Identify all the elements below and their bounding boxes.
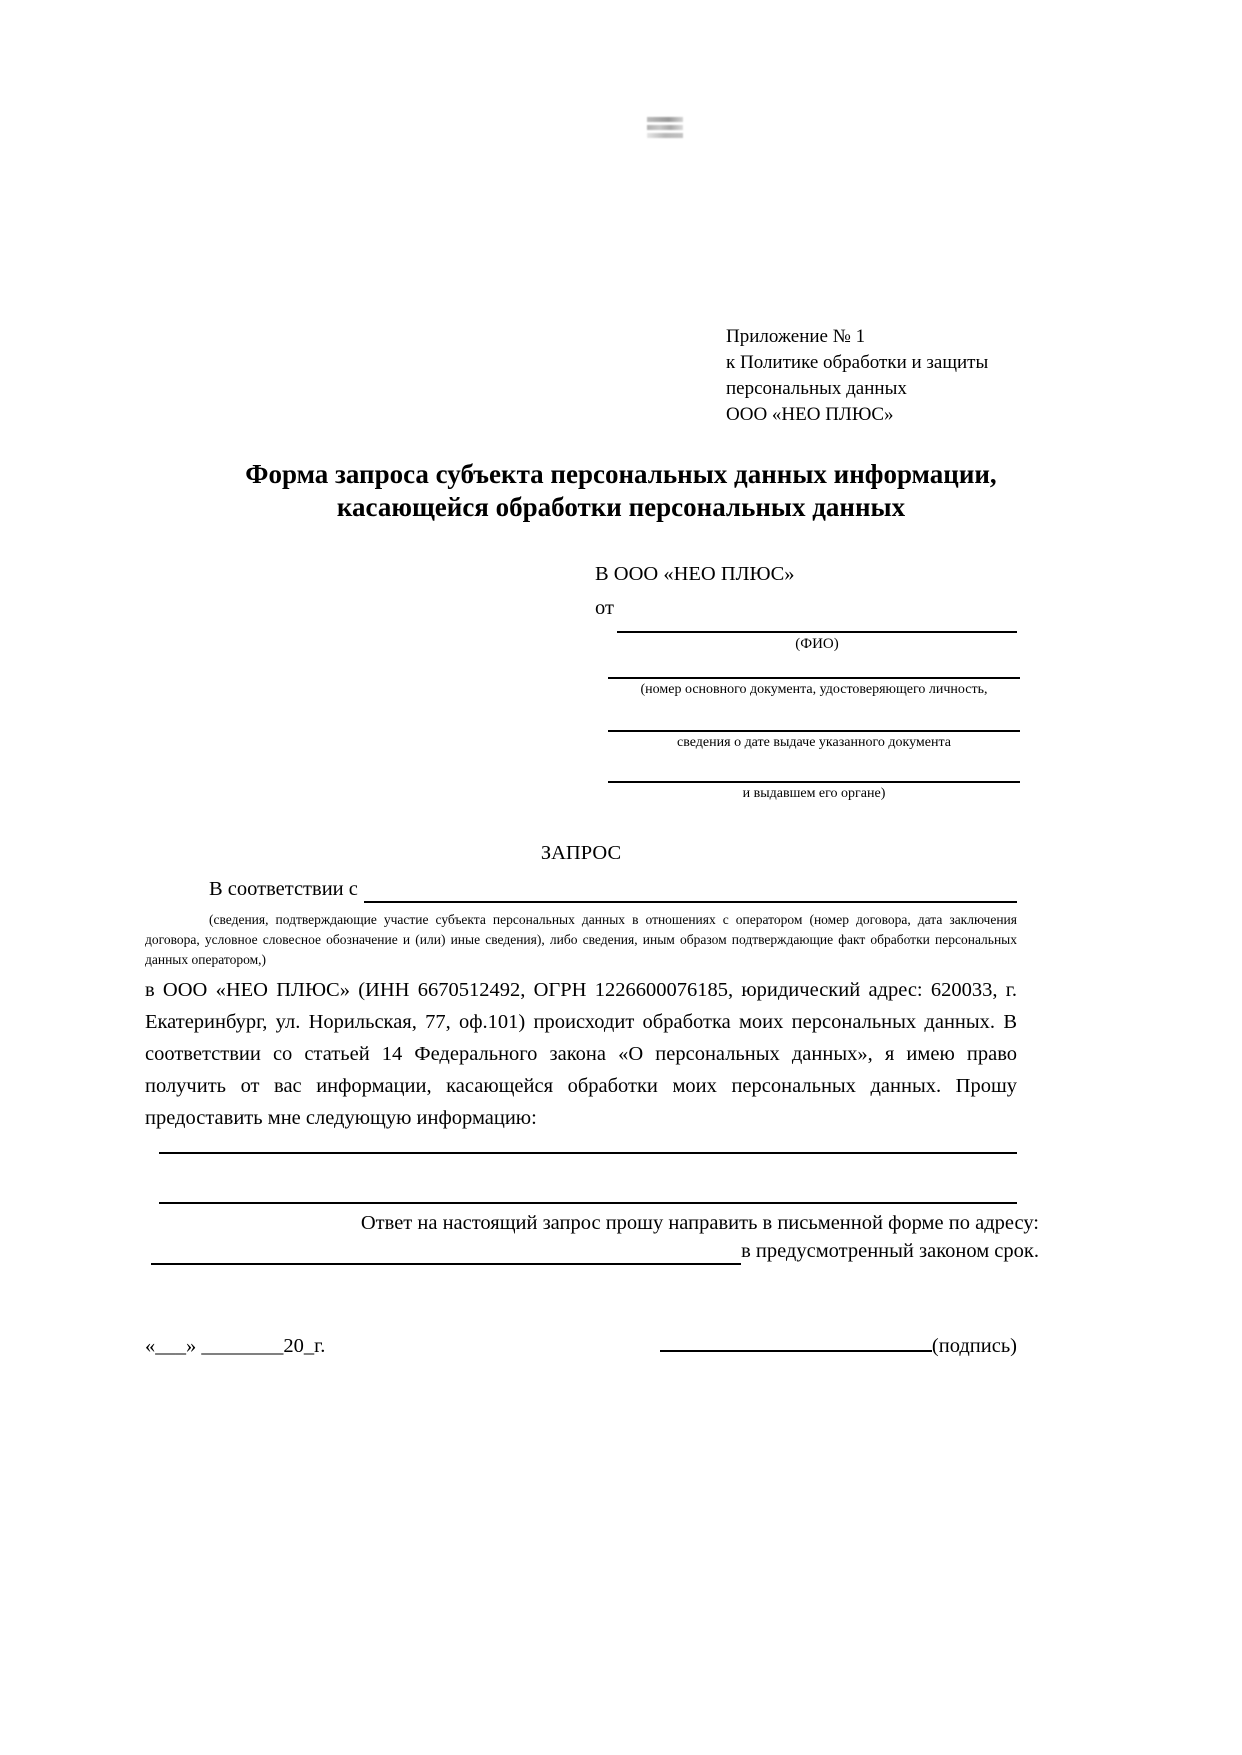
basis-line [145, 878, 1017, 908]
fio-field [595, 631, 1025, 655]
fio-input-line[interactable] [617, 631, 1017, 633]
signature-input-line[interactable] [660, 1328, 932, 1352]
document-number-input-line[interactable] [608, 677, 1020, 679]
issue-date-caption: сведения о дате выдаче указанного документа [677, 734, 951, 750]
issuing-authority-field [595, 781, 1025, 803]
logo-stripe [647, 125, 683, 130]
logo-stripe [647, 117, 683, 122]
document-title-line-2: касающейся обработки персональных данных [336, 492, 906, 522]
addressee-block [595, 560, 1025, 803]
fine-print-note: (сведения, подтверждающие участие субъекта персональных данных в отношениях с оператором (номер договора, дата заключения договора, условное словесное обозначение и (или) иные сведения), либо сведения, иным образом подтверждающие факт обработки персональных данных оператором,) [145, 912, 1017, 967]
appendix-note-line-3: персональных данных [726, 378, 907, 399]
document-number-caption: (номер основного документа, удостоверяющего личность, [640, 681, 988, 697]
document-title [0, 458, 1242, 524]
request-heading: ЗАПРОС [540, 842, 622, 864]
info-input-line-2[interactable] [159, 1202, 1017, 1204]
logo-stripe [647, 133, 683, 138]
appendix-note [726, 324, 988, 428]
request-body: в ООО «НЕО ПЛЮС» (ИНН 6670512492, ОГРН 1226600076185, юридический адрес: 620033, г. Екатеринбург, ул. Норильская, 77, оф.101) происходит обработка моих персональных данных. В соответствии со статьей 14 Федерального закона «О персональных данных», я имею право получить от вас информации, касающейся обработки моих персональных данных. Прошу предоставить мне следующую информацию: [145, 979, 1017, 1129]
issue-date-field [595, 730, 1025, 752]
request-section [145, 878, 1039, 1358]
lead-in-text: В соответствии с [209, 878, 358, 900]
basis-input-line[interactable] [364, 878, 1017, 903]
signature-block [660, 1328, 1017, 1358]
appendix-note-line-2: к Политике обработки и защиты [726, 352, 989, 373]
date-signature-row [145, 1328, 1017, 1358]
addressee-to: В ООО «НЕО ПЛЮС» [595, 563, 795, 585]
addressee-from-label: от [595, 597, 614, 619]
issuing-authority-input-line[interactable] [608, 781, 1020, 783]
reply-address-line [145, 1240, 1039, 1270]
fio-caption: (ФИО) [795, 636, 839, 652]
appendix-note-line-4: ООО «НЕО ПЛЮС» [726, 404, 894, 425]
info-input-line-1[interactable] [159, 1152, 1017, 1154]
date-field[interactable]: «___» ________20_г. [145, 1335, 326, 1357]
address-input-line[interactable] [151, 1240, 741, 1265]
reply-suffix: в предусмотренный законом срок. [741, 1240, 1039, 1262]
reply-text: Ответ на настоящий запрос прошу направить в письменной форме по адресу: [360, 1212, 1039, 1234]
appendix-note-line-1: Приложение № 1 [726, 326, 866, 347]
issue-date-input-line[interactable] [608, 730, 1020, 732]
blurred-logo-image [647, 117, 683, 144]
signature-caption: (подпись) [931, 1335, 1017, 1357]
issuing-authority-caption: и выдавшем его органе) [742, 785, 886, 801]
document-number-field [595, 677, 1025, 699]
document-title-line-1: Форма запроса субъекта персональных данных информации, [245, 459, 997, 489]
